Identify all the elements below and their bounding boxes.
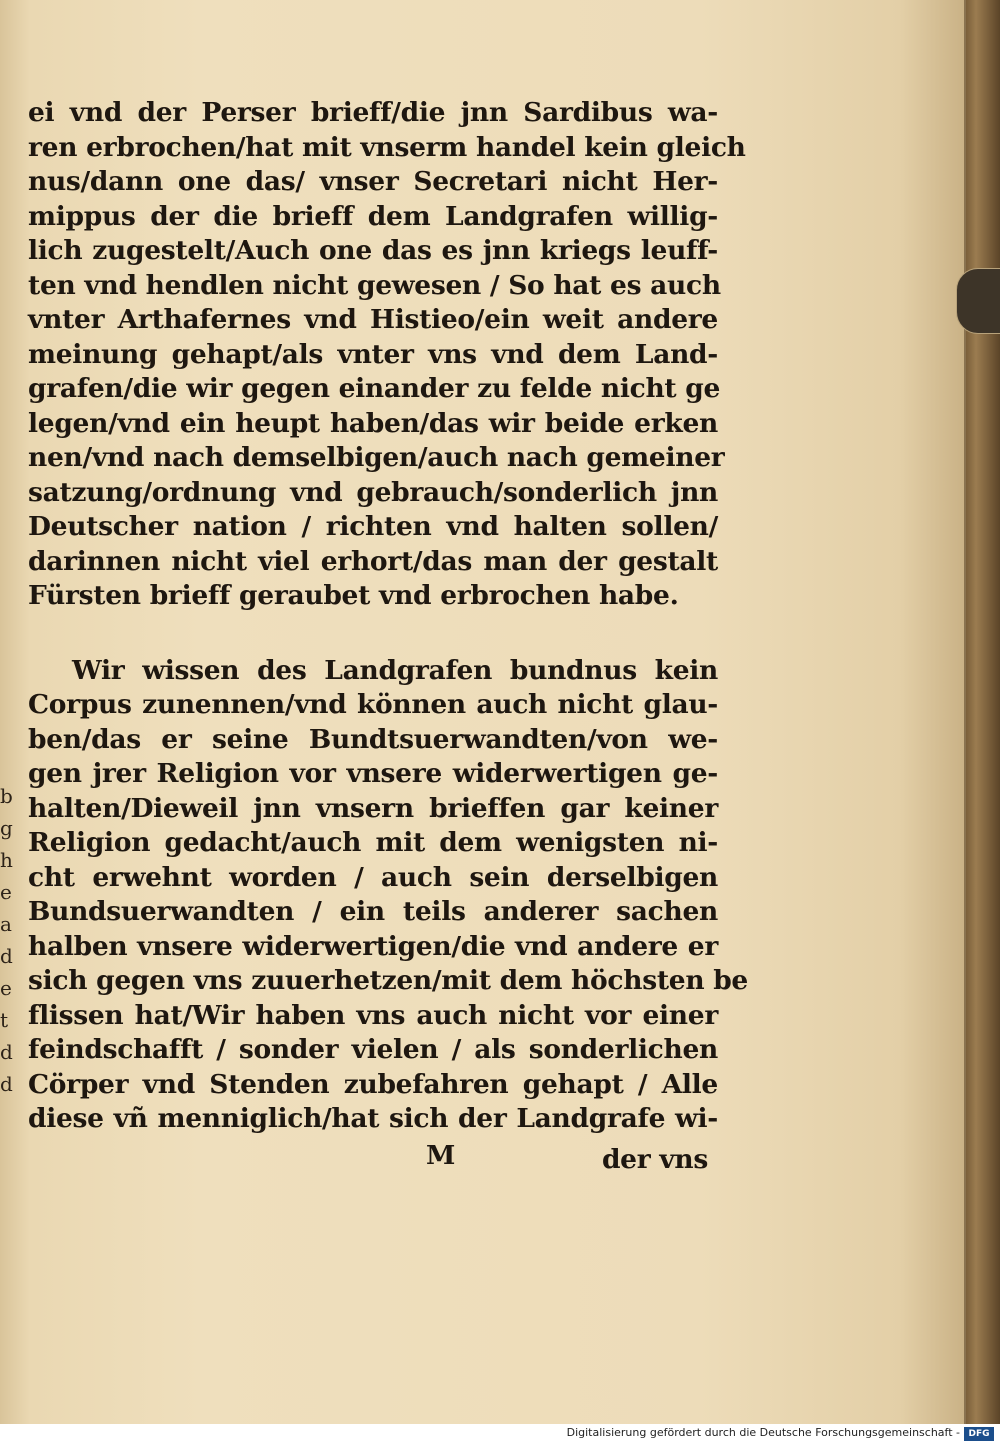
text-line: nus/dann one das/ vnser Secretari nicht Her- [28,166,718,197]
text-line: ben/das er seine Bundtsuerwandten/von we- [28,723,718,755]
catchword: der vns [601,1143,708,1175]
text-line: Fürsten brieff geraubet vnd erbrochen habe. [28,580,679,611]
margin-fragment: t [0,1008,9,1032]
margin-fragment: a [0,912,12,936]
text-line: halben vnsere widerwertigen/die vnd andere er [28,930,718,962]
text-line: Wir wissen des Landgrafen bundnus kein [72,654,718,686]
dfg-logo: DFG [964,1427,994,1441]
text-line: nen/vnd nach demselbigen/auch nach gemeiner [28,442,725,473]
text-line: sich gegen vns zuuerhetzen/mit dem höchsten be [28,965,748,996]
margin-fragment: e [0,880,12,904]
text-line: ren erbrochen/hat mit vnserm handel kein gleich [28,131,746,163]
text-line: darinnen nicht viel erhort/das man der gestalt [28,545,718,577]
margin-fragment: g [0,816,13,840]
text-line: gen jrer Religion vor vnsere widerwertigen ge- [28,758,718,789]
credit-bar [0,1424,1000,1444]
left-margin-fragments [0,780,22,1200]
text-line: Cörper vnd Stenden zubefahren gehapt / Alle [28,1068,718,1100]
text-line: feindschafft / sonder vielen / als sonderlichen [28,1034,718,1065]
text-line: meinung gehapt/als vnter vns vnd dem Land- [28,338,718,370]
margin-fragment: d [0,944,13,968]
text-line: Deutscher nation / richten vnd halten sollen/ [28,511,718,542]
paragraph-gap [28,614,718,654]
text-line: diese vñ menniglich/hat sich der Landgrafe wi- [28,1103,718,1134]
text-line: Bundsuerwandten / ein teils anderer sachen [28,896,718,927]
text-line: satzung/ordnung vnd gebrauch/sonderlich jnn [28,476,718,508]
text-line: lich zugestelt/Auch one das es jnn kriegs leuff- [28,235,718,266]
text-line: ten vnd hendlen nicht gewesen / So hat es auch [28,269,721,301]
margin-fragment: d [0,1040,13,1064]
text-line: Religion gedacht/auch mit dem wenigsten ni- [28,827,718,858]
text-line: grafen/die wir gegen einander zu felde nicht ge [28,373,721,404]
paragraph-2 [28,654,748,1137]
text-line: cht erwehnt worden / auch sein derselbigen [28,861,718,893]
text-line: mippus der die brieff dem Landgrafen willig- [28,200,718,232]
paragraph-1 [28,96,746,614]
page-text [28,96,748,1179]
credit-text: Digitalisierung gefördert durch die Deutsche Forschungsgemeinschaft - [566,1426,960,1439]
margin-fragment: d [0,1072,13,1096]
text-line: halten/Dieweil jnn vnsern brieffen gar keiner [28,792,718,824]
margin-fragment: e [0,976,12,1000]
margin-fragment: h [0,848,13,872]
clasp-tab [956,268,1000,334]
text-line: flissen hat/Wir haben vns auch nicht vor einer [28,999,718,1031]
signature-mark: M [426,1139,456,1171]
margin-fragment: b [0,784,13,808]
text-line: Corpus zunennen/vnd können auch nicht glau- [28,689,718,720]
text-line: vnter Arthafernes vnd Histieo/ein weit andere [28,304,718,335]
text-line: legen/vnd ein heupt haben/das wir beide erken [28,407,718,439]
page-edge [966,0,1000,1424]
text-line: ei vnd der Perser brieff/die jnn Sardibus wa- [28,97,718,128]
page-foot [28,1139,718,1179]
